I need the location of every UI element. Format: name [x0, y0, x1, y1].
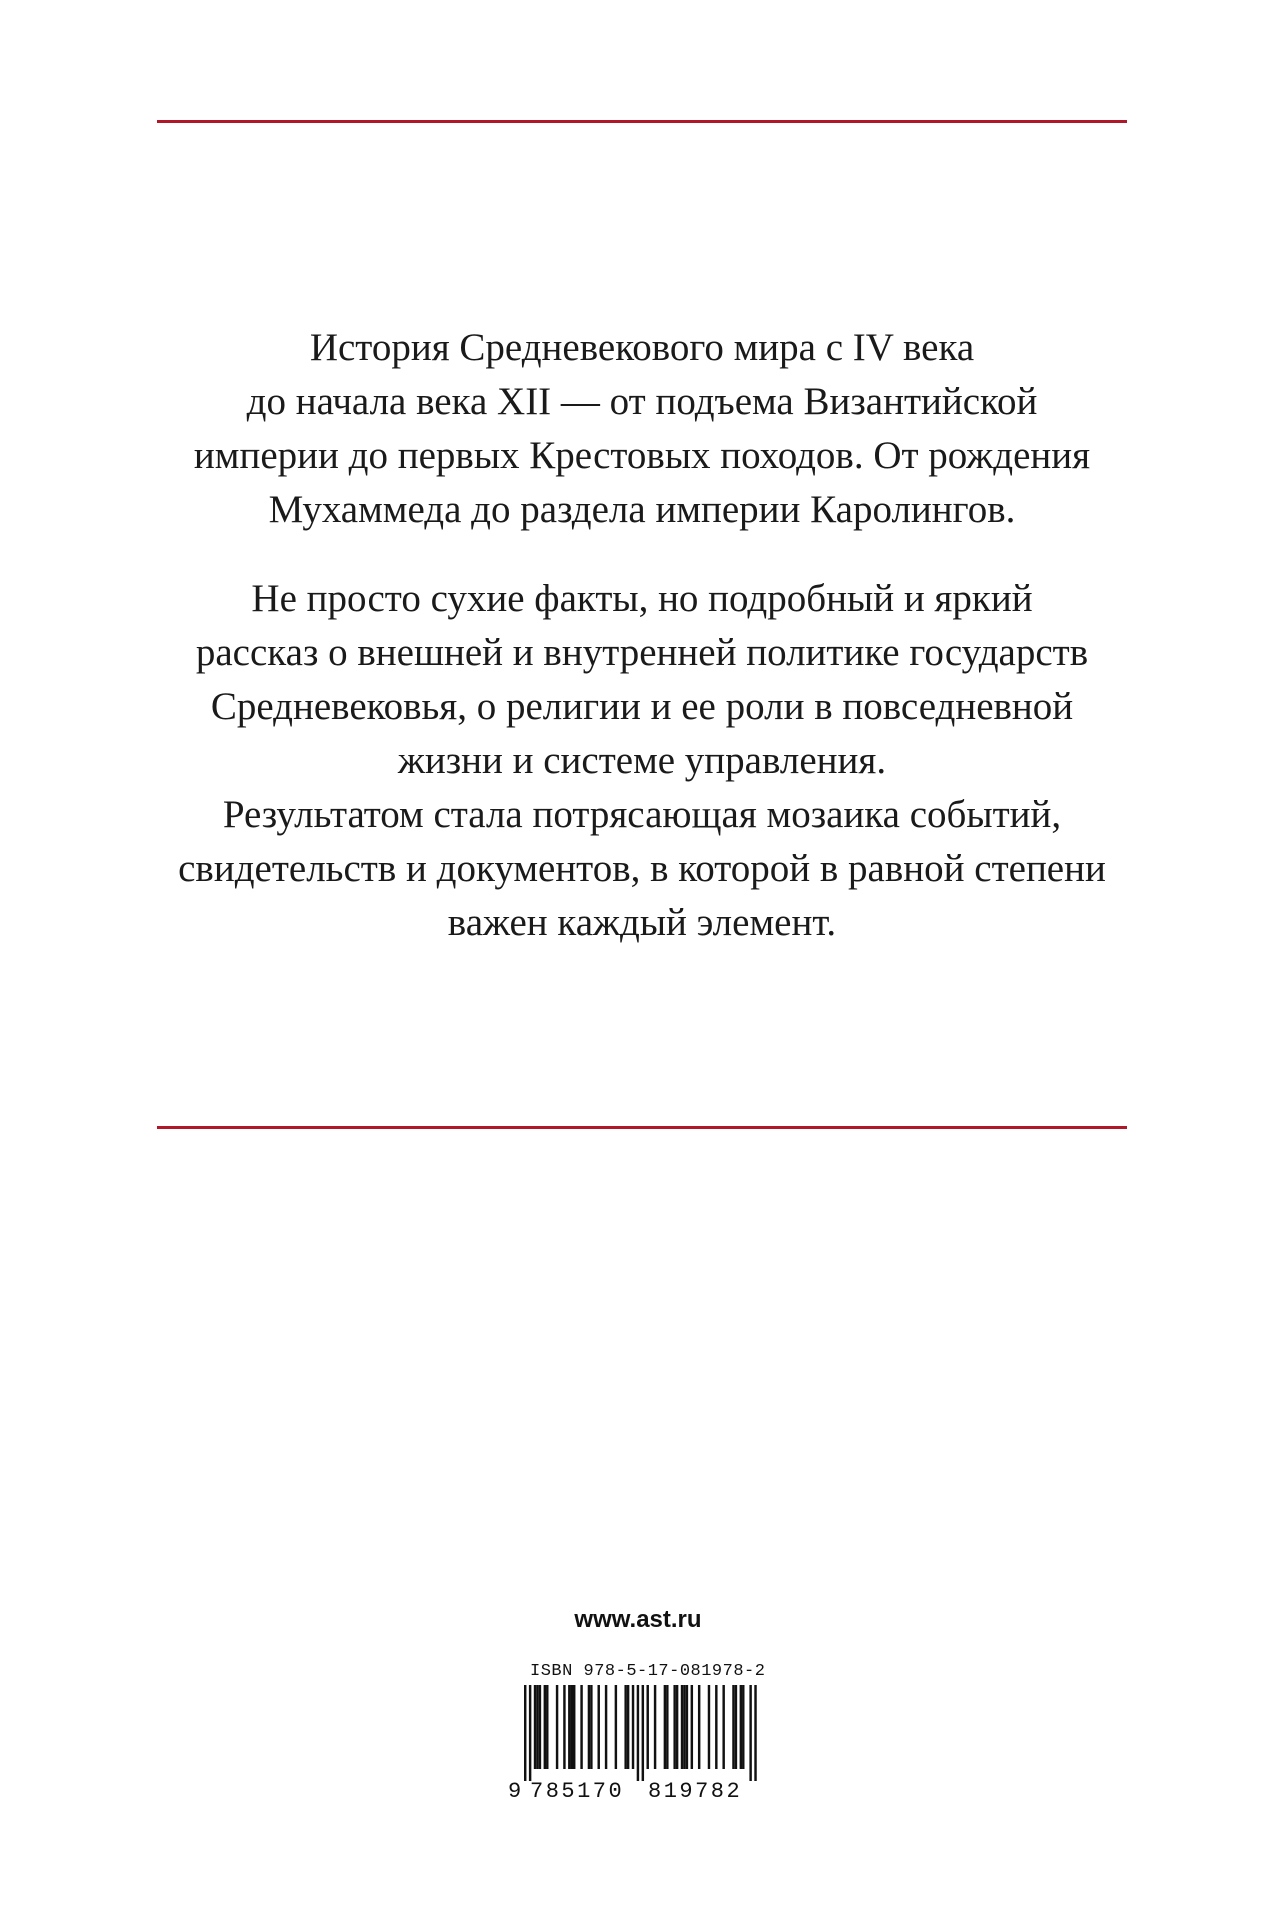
- bottom-divider: [157, 1126, 1127, 1129]
- ean-first-digit: 9: [508, 1779, 522, 1804]
- barcode-bar: [590, 1685, 592, 1769]
- barcode-bar: [573, 1685, 575, 1769]
- barcode-bar: [580, 1685, 582, 1769]
- publisher-website[interactable]: www.ast.ru: [574, 1606, 702, 1633]
- blurb-paragraph-1: [140, 321, 1144, 537]
- barcode-bar: [722, 1685, 724, 1769]
- blurb-line: Результатом стала потрясающая мозаика событий,: [222, 793, 1062, 836]
- barcode-bar: [615, 1685, 617, 1769]
- barcode-bar: [698, 1685, 700, 1769]
- barcode-bar: [524, 1685, 526, 1781]
- barcode-bar: [539, 1685, 541, 1769]
- ean-right-digits: 819782: [648, 1779, 743, 1804]
- barcode-image: [500, 1685, 770, 1781]
- barcode-bar: [654, 1685, 656, 1769]
- ean-left-digits: 785170: [530, 1779, 625, 1804]
- barcode-bar: [666, 1685, 668, 1769]
- barcode-bar: [676, 1685, 678, 1769]
- blurb-line: свидетельств и документов, в которой в равной степени: [178, 847, 1106, 890]
- barcode-bar: [742, 1685, 744, 1769]
- barcode-block: [500, 1662, 770, 1807]
- barcode-bar: [632, 1685, 634, 1769]
- barcode-bar: [732, 1685, 734, 1769]
- barcode-bar: [708, 1685, 710, 1769]
- barcode-bar: [740, 1685, 742, 1769]
- blurb-line: Мухаммеда до раздела империи Каролингов.: [268, 488, 1016, 531]
- barcode-bar: [605, 1685, 607, 1769]
- barcode-bar: [568, 1685, 570, 1769]
- barcode-bar: [588, 1685, 590, 1769]
- barcode-bar: [563, 1685, 565, 1769]
- barcode-bar: [715, 1685, 717, 1769]
- blurb-line: жизни и системе управления.: [397, 739, 887, 782]
- barcode-bar: [598, 1685, 600, 1769]
- blurb-line: Средневековья, о религии и ее роли в повседневной: [210, 685, 1074, 728]
- barcode-bar: [627, 1685, 629, 1769]
- barcode-bar: [637, 1685, 639, 1781]
- barcode-bar: [681, 1685, 683, 1769]
- barcode-bar: [534, 1685, 536, 1769]
- barcode-bar: [673, 1685, 675, 1769]
- top-divider: [157, 120, 1127, 123]
- barcode-bar: [529, 1685, 531, 1781]
- blurb-line: рассказ о внешней и внутренней политике государств: [195, 631, 1089, 674]
- barcode-bar: [735, 1685, 737, 1769]
- blurb-paragraph-2: [140, 572, 1144, 950]
- blurb-line: до начала века XII — от подъема Византийской: [246, 380, 1038, 423]
- barcode-bar: [754, 1685, 756, 1781]
- barcode-bar: [571, 1685, 573, 1769]
- barcode-bar: [691, 1685, 693, 1769]
- barcode-bar: [642, 1685, 644, 1781]
- blurb-line: империи до первых Крестовых походов. От рождения: [193, 434, 1091, 477]
- barcode-bar: [544, 1685, 546, 1769]
- barcode-bar: [624, 1685, 626, 1769]
- barcode-bar: [556, 1685, 558, 1769]
- isbn-label: ISBN 978-5-17-081978-2: [530, 1662, 766, 1681]
- barcode-bar: [683, 1685, 685, 1769]
- barcode-bar: [536, 1685, 538, 1769]
- barcode-bar: [686, 1685, 688, 1769]
- barcode-bar: [546, 1685, 548, 1769]
- ean-digits: [500, 1781, 770, 1807]
- blurb-line: Не просто сухие факты, но подробный и яркий: [251, 577, 1033, 620]
- barcode-bar: [647, 1685, 649, 1769]
- blurb-line: важен каждый элемент.: [447, 901, 837, 944]
- blurb-line: История Средневекового мира с IV века: [309, 326, 975, 369]
- barcode-bar: [664, 1685, 666, 1769]
- barcode-bar: [749, 1685, 751, 1781]
